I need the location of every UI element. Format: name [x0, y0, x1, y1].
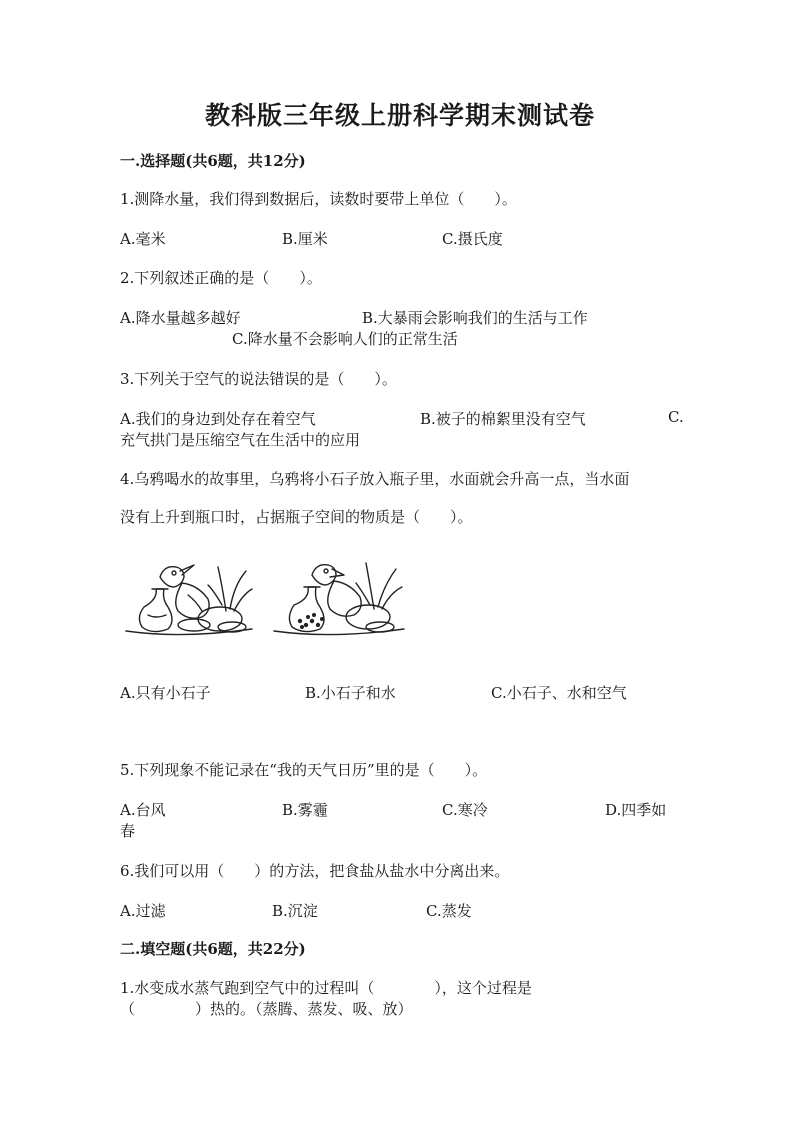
section-heading-fill-in: 二.填空题(共6题，共22分): [120, 940, 306, 958]
question-6-option-a[interactable]: A.过滤: [120, 902, 166, 920]
question-5-option-b[interactable]: B.雾霾: [282, 801, 328, 819]
question-4-stem-line-1: 4.乌鸦喝水的故事里，乌鸦将小石子放入瓶子里，水面就会升高一点，当水面: [120, 470, 630, 488]
question-1-option-b[interactable]: B.厘米: [282, 230, 328, 248]
fill-question-1-line-2: （ ）热的。（蒸腾、蒸发、吸、放）: [120, 1000, 413, 1018]
question-6-option-b[interactable]: B.沉淀: [272, 902, 318, 920]
question-2-option-a[interactable]: A.降水量越多越好: [120, 309, 241, 327]
question-3-option-c-label[interactable]: C.: [668, 408, 684, 426]
question-3-option-b[interactable]: B.被子的棉絮里没有空气: [420, 410, 586, 428]
question-4-stem-line-2: 没有上升到瓶口时，占据瓶子空间的物质是（ ）。: [120, 508, 473, 526]
question-1-option-c[interactable]: C.摄氏度: [442, 230, 503, 248]
question-3-option-c-text: 充气拱门是压缩空气在生活中的应用: [120, 431, 361, 449]
question-3-option-a[interactable]: A.我们的身边到处存在着空气: [120, 410, 316, 428]
page-title: 教科版三年级上册科学期末测试卷: [204, 101, 595, 130]
question-1-stem: 1.测降水量，我们得到数据后，读数时要带上单位（ ）。: [120, 190, 517, 208]
question-4-option-c[interactable]: C.小石子、水和空气: [491, 684, 627, 702]
question-5-option-d[interactable]: D.四季如: [605, 801, 667, 819]
question-6-stem: 6.我们可以用（ ）的方法，把食盐从盐水中分离出来。: [120, 862, 510, 880]
crow-drinking-water-illustration: [122, 555, 412, 640]
fill-question-1-line-1: 1.水变成水蒸气跑到空气中的过程叫（ ），这个过程是: [120, 979, 532, 997]
question-1-option-a[interactable]: A.毫米: [120, 230, 166, 248]
question-5-option-a[interactable]: A.台风: [120, 801, 166, 819]
question-3-stem: 3.下列关于空气的说法错误的是（ ）。: [120, 370, 397, 388]
question-5-stem: 5.下列现象不能记录在“我的天气日历”里的是（ ）。: [120, 761, 488, 779]
question-2-stem: 2.下列叙述正确的是（ ）。: [120, 269, 322, 287]
question-4-option-b[interactable]: B.小石子和水: [305, 684, 396, 702]
section-heading-choice: 一.选择题(共6题，共12分): [120, 152, 306, 170]
question-2-option-c[interactable]: C.降水量不会影响人们的正常生活: [232, 330, 458, 348]
question-6-option-c[interactable]: C.蒸发: [426, 902, 472, 920]
question-2-option-b[interactable]: B.大暴雨会影响我们的生活与工作: [362, 309, 588, 327]
question-5-option-d-wrap: 春: [120, 822, 136, 840]
question-4-option-a[interactable]: A.只有小石子: [120, 684, 211, 702]
question-5-option-c[interactable]: C.寒冷: [442, 801, 488, 819]
